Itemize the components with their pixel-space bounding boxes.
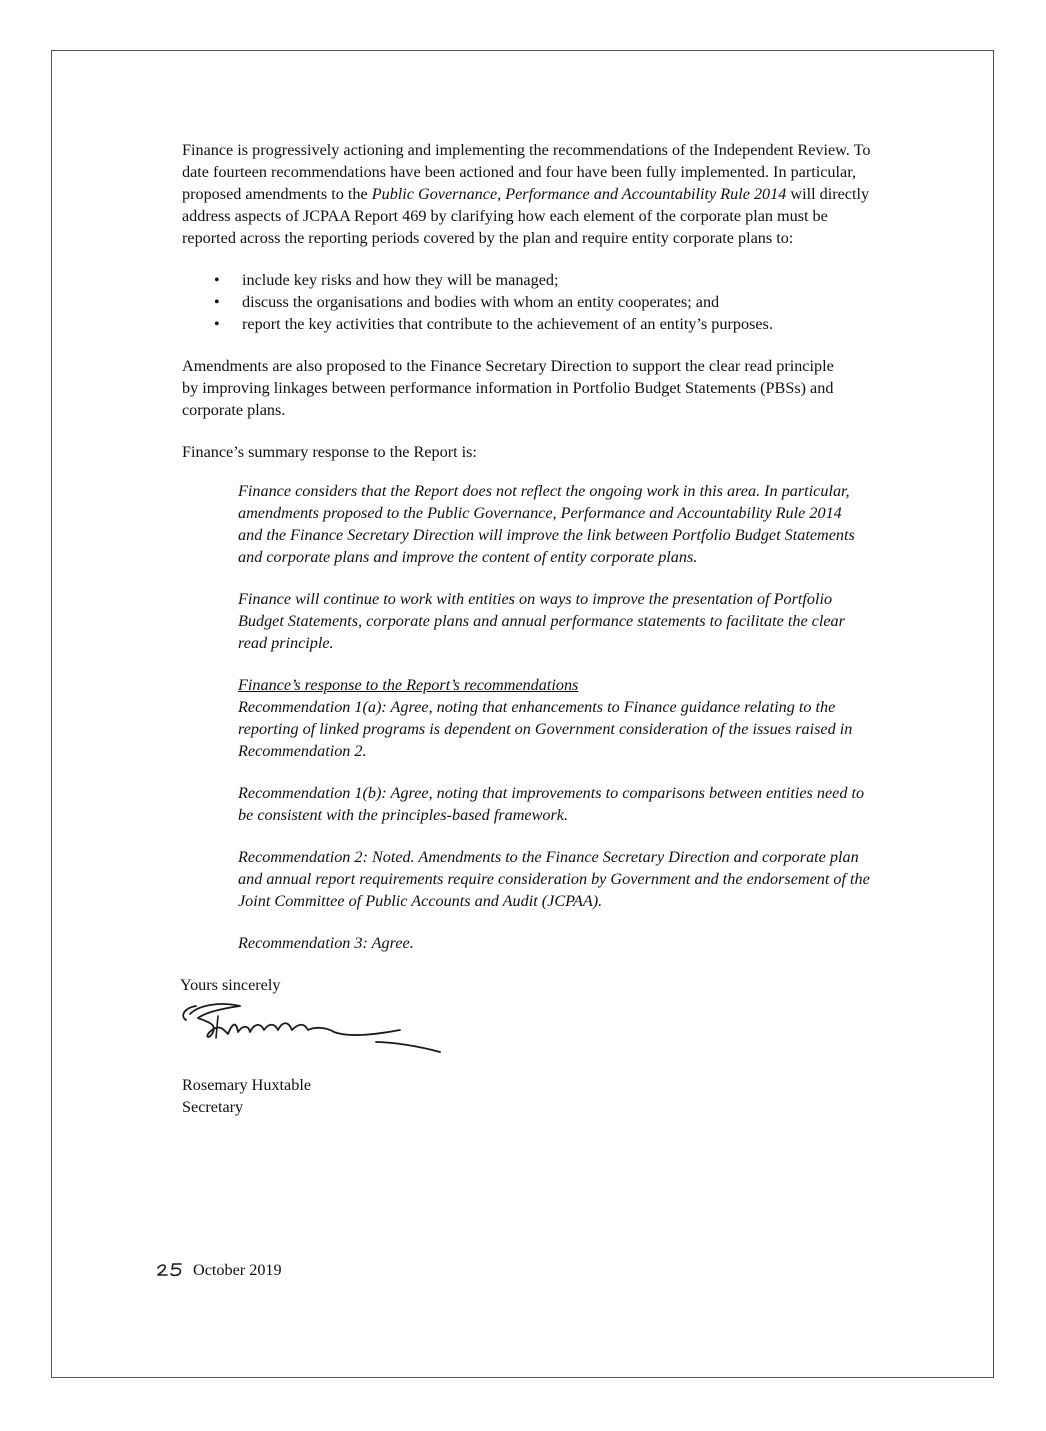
closing-block (182, 974, 872, 1118)
signer-name: Rosemary Huxtable (182, 1076, 312, 1094)
recommendation-1b: Recommendation 1(b): Agree, noting that improvements to comparisons between entities need to be consistent with the principles-based framework. (238, 784, 865, 824)
date-text: October 2019 (193, 1261, 282, 1279)
letter-date (155, 1259, 282, 1281)
letter-body (182, 139, 872, 1118)
recommendations-heading: Finance’s response to the Report’s recommendations (238, 676, 579, 694)
summary-paragraph-1: Finance considers that the Report does not reflect the ongoing work in this area. In particular, amendments proposed to the Public Governance, Performance and Accountability Rule 2014 and the Finance Secretary Direction will improve the link between Portfolio Budget Statements and corporate plans and improve the content of entity corporate plans. (238, 482, 855, 566)
recommendation-1a: Recommendation 1(a): Agree, noting that enhancements to Finance guidance relating to the reporting of linked programs is dependent on Government consideration of the issues raised in Recommendation 2. (238, 698, 853, 760)
list-item: • report the key activities that contribute to the achievement of an entity’s purposes. (242, 313, 872, 335)
signer-title: Secretary (182, 1098, 244, 1116)
requirements-list (182, 269, 872, 335)
summary-paragraph-2: Finance will continue to work with entities on ways to improve the presentation of Portfolio Budget Statements, corporate plans and annual performance statements to facilitate the clear read principle. (238, 590, 845, 652)
handwritten-day-icon (155, 1259, 189, 1279)
amendments-paragraph: Amendments are also proposed to the Finance Secretary Direction to support the clear read principle by improving linkages between performance information in Portfolio Budget Statements (PBSs) and corporate plans. (182, 357, 834, 419)
intro-rule-name: Public Governance, Performance and Accountability Rule 2014 (371, 185, 787, 203)
intro-text-2: will directly address aspects of JCPAA Report 469 by clarifying how each element of the corporate plan must be reported across the reporting periods covered by the plan and require entity corporate plans to: (182, 185, 870, 247)
signature-icon (178, 1000, 448, 1066)
summary-intro: Finance’s summary response to the Report is: (182, 443, 477, 461)
summary-response (238, 480, 870, 954)
recommendation-3: Recommendation 3: Agree. (238, 934, 414, 952)
list-item: • discuss the organisations and bodies with whom an entity cooperates; and (242, 291, 872, 313)
list-item: • include key risks and how they will be managed; (242, 269, 872, 291)
intro-text-1: Finance is progressively actioning and implementing the recommendations of the Independent Review. To date fourteen recommendations have been actioned and four have been fully implemented. In particular, proposed amendments to the (182, 141, 871, 203)
intro-paragraph (182, 139, 872, 249)
recommendation-2: Recommendation 2: Noted. Amendments to the Finance Secretary Direction and corporate plan and annual report requirements require consideration by Government and the endorsement of the Joint Committee of Public Accounts and Audit (JCPAA). (238, 848, 870, 910)
sign-off: Yours sincerely (180, 976, 281, 994)
